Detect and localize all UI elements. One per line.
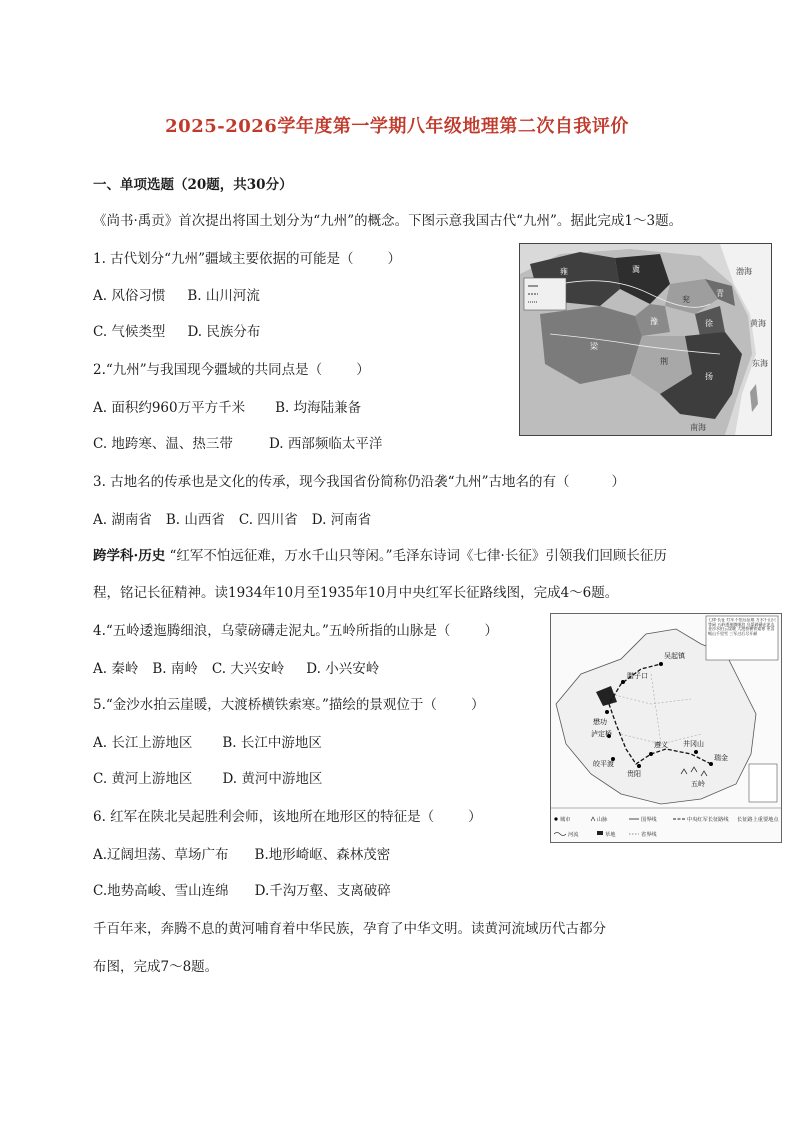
long-march-map-graphic (551, 614, 781, 842)
option-6c[interactable]: C.地势高峻、雪山连绵 (93, 883, 229, 899)
legend-route: 中央红军长征路线 (687, 817, 729, 823)
option-6a[interactable]: A.辽阔坦荡、草场广布 (93, 847, 229, 863)
option-2a[interactable]: A. 面积约960万平方千米 (93, 400, 246, 416)
page-title: 2025-2026学年度第一学期八年级地理第二次自我评价 (165, 116, 629, 137)
question-5-options-row-2 (93, 770, 344, 788)
place-ludingqiao: 泸定桥 (591, 730, 612, 738)
option-3b[interactable]: B. 山西省 (165, 512, 225, 528)
place-wuqi: 吴起镇 (664, 652, 685, 660)
place-zunyi: 遵义 (654, 741, 668, 749)
option-4b[interactable]: B. 南岭 (152, 661, 198, 677)
question-2-options-row-2 (93, 435, 404, 453)
label-xu: 徐 (705, 319, 713, 328)
question-6-options-row-2 (93, 882, 413, 900)
question-4-stem: 4.“五岭逶迤腾细浪，乌蒙磅礴走泥丸。”五岭所指的山脉是（ (93, 623, 451, 639)
long-march-map (550, 613, 782, 843)
question-6 (93, 808, 482, 826)
option-6d[interactable]: D.千沟万壑、支离破碎 (254, 883, 391, 899)
question-5-stem: 5.“金沙水拍云崖暖，大渡桥横铁索寒。”描绘的景观位于（ (93, 697, 437, 713)
place-lazikou: 腊子口 (627, 672, 648, 680)
option-4c[interactable]: C. 大兴安岭 (211, 661, 285, 677)
question-3-options (93, 511, 393, 529)
question-2-options-row-1 (93, 399, 383, 417)
place-guiyang: 贵阳 (627, 770, 641, 778)
legend-important-place: 长征路上重要地点 (737, 817, 779, 823)
nine-provinces-map (519, 243, 772, 436)
option-4d[interactable]: D. 小兴安岭 (306, 661, 380, 677)
cross-subject-tag: 跨学科·历史 (93, 548, 166, 564)
option-3a[interactable]: A. 湖南省 (93, 512, 152, 528)
option-2c[interactable]: C. 地跨寒、温、热三带 (93, 436, 233, 452)
question-3-stem: 3. 古地名的传承也是文化的传承，现今我国省份简称仍沿袭“九州”古地名的有（ (93, 474, 570, 490)
intro-passage-3-line-1: 千百年来，奔腾不息的黄河哺育着中华民族，孕育了中华文明。读黄河流域历代古都分 (93, 921, 606, 937)
question-1-stem: 1. 古代划分“九州”疆域主要依据的可能是（ (93, 251, 354, 267)
question-2-close: ） (356, 362, 370, 378)
option-3c[interactable]: C. 四川省 (238, 512, 298, 528)
intro-passage-2-line-1 (93, 547, 667, 565)
legend-provincial-border: 省界线 (641, 832, 657, 838)
legend-national-border: 国界线 (641, 817, 657, 823)
place-ruijin: 瑞金 (714, 754, 728, 762)
option-5c[interactable]: C. 黄河上游地区 (93, 771, 193, 787)
intro-passage-2-text: “红军不怕远征难，万水千山只等闲。”毛泽东诗词《七律·长征》引领我们回顾长征历 (169, 548, 667, 564)
option-2d[interactable]: D. 西部频临太平洋 (268, 436, 383, 452)
question-1-close: ） (387, 251, 401, 267)
option-1c[interactable]: C. 气候类型 (93, 324, 166, 340)
question-5 (93, 696, 484, 714)
option-6b[interactable]: B.地形崎岖、森林茂密 (254, 847, 391, 863)
question-5-options-row-1 (93, 734, 344, 752)
option-5a[interactable]: A. 长江上游地区 (93, 735, 193, 751)
question-2-stem: 2.“九州”与我国现今疆域的共同点是（ (93, 362, 323, 378)
long-march-poem: 七律·长征 红军不怕远征难 万水千山只等闲 五岭逶迤腾细浪 乌蒙磅礴走泥丸 金沙水拍云崖暖 大渡桥横铁索寒 更喜岷山千里雪 三军过后尽开颜 (708, 618, 776, 636)
label-yang: 扬 (705, 372, 713, 381)
question-4-close: ） (484, 623, 498, 639)
label-bohai: 渤海 (736, 267, 752, 276)
option-1a[interactable]: A. 风俗习惯 (93, 288, 166, 304)
option-2b[interactable]: B. 均海陆兼备 (275, 400, 362, 416)
question-3-close: ） (611, 474, 625, 490)
place-jinggangshan: 井冈山 (683, 740, 704, 748)
question-4-options (93, 660, 401, 678)
label-qing: 青 (716, 289, 724, 298)
label-donghai: 东海 (752, 359, 768, 368)
option-1d[interactable]: D. 民族分布 (187, 324, 261, 340)
label-huanghai: 黄海 (750, 319, 766, 328)
legend-grassland: 草地 (605, 832, 616, 838)
legend-river: 河流 (568, 832, 579, 838)
question-6-stem: 6. 红军在陕北吴起胜利会师，该地所在地形区的特征是（ (93, 809, 435, 825)
question-1-options-row-1 (93, 287, 282, 305)
label-liang: 梁 (590, 342, 598, 351)
place-maogong: 懋功 (593, 718, 607, 726)
question-1 (93, 250, 401, 268)
question-1-options-row-2 (93, 323, 282, 341)
question-5-close: ） (470, 697, 485, 713)
option-5d[interactable]: D. 黄河中游地区 (222, 771, 323, 787)
option-3d[interactable]: D. 河南省 (311, 512, 372, 528)
intro-passage-1: 《尚书·禹贡》首次提出将国土划分为“九州”的概念。下图示意我国古代“九州”。据此完成1～3题。 (93, 213, 683, 229)
intro-passage-2-line-2: 程，铭记长征精神。读1934年10月至1935年10月中央红军长征路线图，完成4～6题。 (93, 585, 619, 601)
option-5b[interactable]: B. 长江中游地区 (222, 735, 322, 751)
question-2 (93, 361, 370, 379)
place-jiaopingdu: 皎平渡 (593, 760, 614, 768)
label-yu: 豫 (650, 317, 658, 326)
question-3 (93, 473, 625, 491)
label-yong: 雍 (560, 267, 568, 276)
question-6-options-row-1 (93, 846, 412, 864)
option-1b[interactable]: B. 山川河流 (187, 288, 260, 304)
intro-passage-3-line-2: 布图，完成7～8题。 (93, 959, 219, 975)
legend-city: 城市 (560, 817, 571, 823)
label-ji: 冀 (632, 265, 640, 274)
option-4a[interactable]: A. 秦岭 (93, 661, 139, 677)
label-yan: 兖 (682, 295, 690, 304)
place-wuling: 五岭 (691, 780, 705, 788)
question-6-close: ） (468, 809, 482, 825)
section-heading: 一、单项选题（20题，共30分） (93, 177, 293, 193)
question-4 (93, 622, 498, 640)
nine-provinces-map-graphic (520, 244, 771, 435)
legend-mountain: 山脉 (597, 817, 608, 823)
label-nanhai: 南海 (690, 423, 706, 432)
label-jing: 荆 (660, 357, 668, 366)
